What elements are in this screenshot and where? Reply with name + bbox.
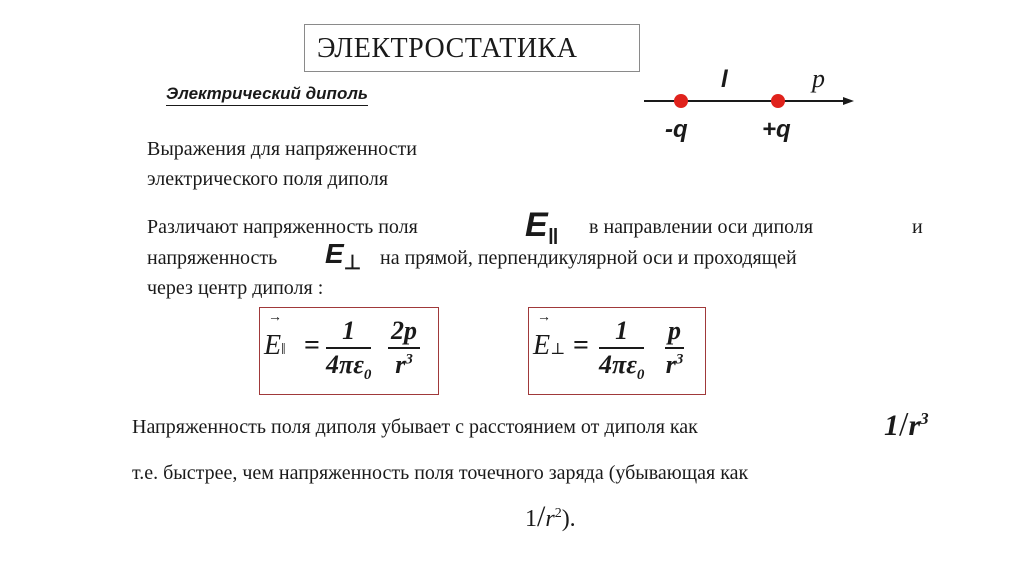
formula-e bbox=[264, 330, 286, 362]
decay-exp: 3 bbox=[920, 409, 929, 428]
para-line-2a: напряженность bbox=[147, 247, 278, 269]
compare-formula bbox=[525, 500, 576, 534]
fraction-2-denominator bbox=[388, 349, 420, 380]
negative-charge-dot bbox=[674, 94, 688, 108]
formula-e-subscript: ⊥ bbox=[550, 341, 566, 358]
negative-charge-label: -q bbox=[665, 116, 688, 143]
para-line-1b: в направлении оси диполя bbox=[589, 216, 814, 238]
intro-line-2: электрического поля диполя bbox=[147, 168, 389, 190]
den-r: r bbox=[665, 350, 676, 379]
parallel-subscript: ‖ bbox=[547, 224, 559, 249]
vector-arrow-icon: → bbox=[268, 310, 282, 325]
formula-equals: = bbox=[304, 330, 320, 361]
para-line-3: через центр диполя : bbox=[147, 277, 324, 299]
e-parallel-symbol bbox=[525, 206, 559, 249]
section-subtitle: Электрический диполь bbox=[166, 84, 368, 106]
formula-fraction-1 bbox=[599, 316, 644, 384]
compare-text: т.е. быстрее, чем напряженность поля точечного заряда (убывающая как bbox=[132, 462, 749, 484]
e-perp-symbol bbox=[325, 238, 362, 274]
positive-charge-label: +q bbox=[762, 116, 791, 143]
fraction-2-numerator: 2p bbox=[388, 316, 420, 349]
decay-slash: / bbox=[899, 406, 909, 443]
fraction-1-numerator: 1 bbox=[599, 316, 644, 349]
den-4pie: 4πε bbox=[599, 350, 637, 379]
formula-parallel-box bbox=[259, 307, 439, 395]
den-4pie: 4πε bbox=[326, 350, 364, 379]
para-line-1c: и bbox=[912, 216, 923, 238]
formula-fraction-2 bbox=[388, 316, 420, 380]
decay-r: r bbox=[908, 409, 921, 442]
axis-arrowhead-icon bbox=[843, 97, 854, 105]
compare-slash: / bbox=[537, 500, 546, 533]
formula-e bbox=[533, 330, 565, 362]
den-sub-0: 0 bbox=[636, 367, 645, 384]
formula-equals: = bbox=[573, 330, 589, 361]
decay-formula bbox=[884, 406, 929, 444]
formula-e-letter: E bbox=[264, 330, 282, 361]
intro-line-1: Выражения для напряженности bbox=[147, 138, 417, 160]
dipole-length-label: l bbox=[721, 66, 728, 93]
formula-e-letter: E bbox=[533, 330, 551, 361]
fraction-2-numerator: p bbox=[665, 316, 684, 349]
decay-one: 1 bbox=[884, 409, 899, 442]
positive-charge-dot bbox=[771, 94, 785, 108]
vector-arrow-icon: → bbox=[537, 310, 551, 325]
compare-close: ). bbox=[561, 506, 576, 532]
fraction-1-numerator: 1 bbox=[326, 316, 371, 349]
fraction-2-denominator bbox=[665, 349, 684, 380]
compare-exp: 2 bbox=[554, 506, 562, 521]
decay-text: Напряженность поля диполя убывает с расстоянием от диполя как bbox=[132, 416, 698, 438]
formula-perp-box bbox=[528, 307, 706, 395]
fraction-1-denominator bbox=[326, 349, 371, 384]
formula-fraction-2 bbox=[665, 316, 684, 380]
compare-one: 1 bbox=[525, 506, 537, 532]
dipole-axis-svg bbox=[640, 88, 860, 114]
compare-r: r bbox=[545, 506, 555, 532]
dipole-moment-label: p bbox=[812, 64, 825, 93]
perp-subscript: ⊥ bbox=[343, 252, 362, 274]
e-letter: E bbox=[525, 206, 548, 244]
den-sup-3: 3 bbox=[405, 351, 413, 368]
para-line-1a: Различают напряженность поля bbox=[147, 216, 418, 238]
formula-e-subscript: ‖ bbox=[281, 341, 286, 358]
page-title: ЭЛЕКТРОСТАТИКА bbox=[304, 24, 640, 72]
e-letter: E bbox=[325, 238, 344, 269]
den-r: r bbox=[395, 350, 406, 379]
formula-fraction-1 bbox=[326, 316, 371, 384]
den-sub-0: 0 bbox=[363, 367, 372, 384]
den-sup-3: 3 bbox=[675, 351, 684, 368]
para-line-2b: на прямой, перпендикулярной оси и проходящей bbox=[380, 247, 797, 269]
fraction-1-denominator bbox=[599, 349, 644, 384]
